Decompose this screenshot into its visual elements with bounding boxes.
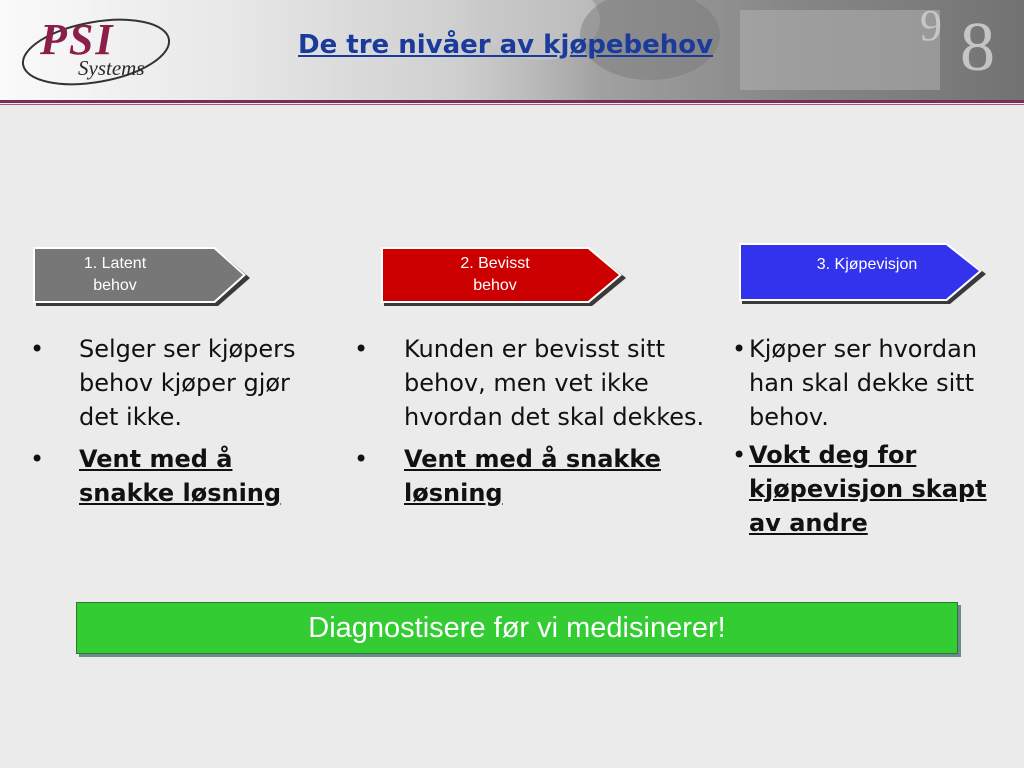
bullet-icon: • bbox=[732, 335, 747, 363]
list-item bbox=[732, 332, 1002, 434]
bullet-icon: • bbox=[354, 335, 369, 363]
logo-systems-text: Systems bbox=[78, 56, 145, 80]
arrow-label-line2: behov bbox=[93, 277, 137, 294]
bullet-text-emphasis: Vokt deg for kjøpevisjon skapt av andre bbox=[749, 441, 987, 537]
list-item bbox=[30, 442, 330, 510]
arrow-label-line1: 1. Latent bbox=[83, 255, 147, 272]
diagnose-callout-text: Diagnostisere før vi medisinerer! bbox=[308, 611, 726, 644]
column-kjopevisjon bbox=[732, 332, 1002, 548]
header-banner bbox=[0, 0, 1024, 100]
bullet-icon: • bbox=[30, 335, 45, 363]
list-item bbox=[30, 332, 330, 434]
logo-psi-text: PSI bbox=[40, 15, 115, 64]
bullet-icon: • bbox=[30, 445, 45, 473]
list-item bbox=[354, 442, 726, 510]
bullet-icon: • bbox=[354, 445, 369, 473]
arrow-bevisst-behov bbox=[378, 244, 628, 308]
bullet-text-emphasis: Vent med å snakke løsning bbox=[404, 445, 661, 507]
arrow-label-line2: behov bbox=[473, 277, 517, 294]
bullet-text: Kunden er bevisst sitt behov, men vet ikke hvordan det skal dekkes. bbox=[404, 335, 705, 431]
psi-systems-logo bbox=[18, 12, 198, 87]
header-divider-thin bbox=[0, 104, 1024, 105]
column-bevisst bbox=[354, 332, 726, 518]
arrow-kjopevisjon bbox=[736, 240, 988, 306]
bullet-text-emphasis: Vent med å snakke løsning bbox=[79, 445, 282, 507]
svg-text:9: 9 bbox=[920, 1, 942, 50]
diagnose-callout-box bbox=[76, 602, 958, 654]
bullet-icon: • bbox=[732, 441, 747, 469]
bullet-text: Selger ser kjøpers behov kjøper gjør det ikke. bbox=[79, 335, 296, 431]
arrow-latent-behov bbox=[30, 244, 252, 308]
bullet-text: Kjøper ser hvordan han skal dekke sitt behov. bbox=[749, 335, 978, 431]
column-latent bbox=[30, 332, 330, 518]
page-title: De tre nivåer av kjøpebehov bbox=[298, 30, 714, 60]
header-divider bbox=[0, 100, 1024, 103]
arrow-label-line1: 2. Bevisst bbox=[460, 255, 530, 272]
svg-text:8: 8 bbox=[960, 9, 995, 86]
arrow-label-line1: 3. Kjøpevisjon bbox=[816, 256, 918, 273]
list-item bbox=[354, 332, 726, 434]
list-item bbox=[732, 438, 1002, 540]
